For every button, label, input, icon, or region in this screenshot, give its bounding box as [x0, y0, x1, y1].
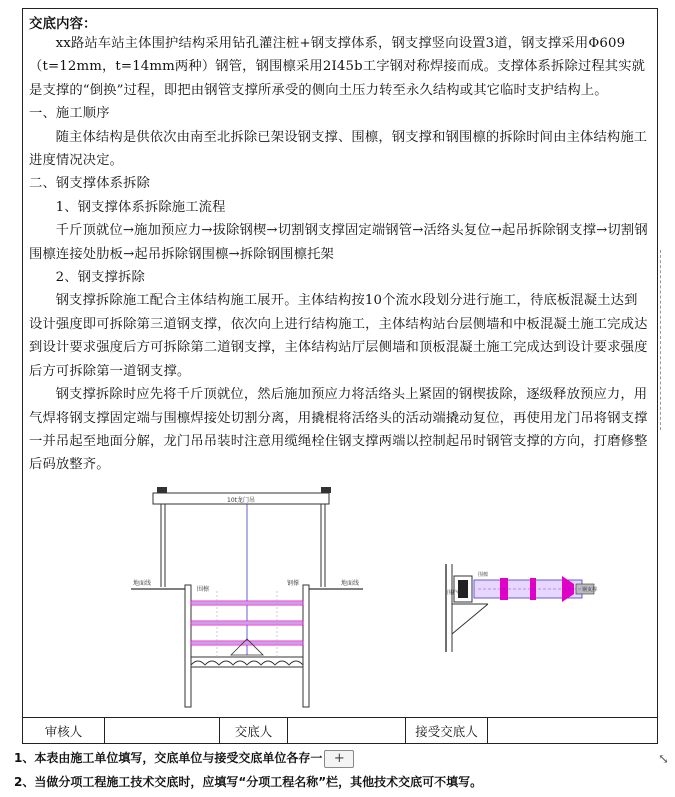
- signature-row: [23, 717, 657, 744]
- retaining-wall-left: [185, 585, 191, 707]
- wale-label: 围檩: [197, 586, 210, 593]
- section-construction-order: 一、施工顺序: [29, 106, 110, 122]
- reviewer-label: 审核人: [23, 718, 105, 744]
- ground-label-right: 地面线: [341, 580, 360, 587]
- paragraph-process-flow: 千斤顶就位→施加预应力→拔除钢楔→切割钢支撑固定端钢管→活络头复位→起吊拆除钢支撑→切割钢围檩连接处肋板→起吊拆除钢围檩→拆除钢围檩托架: [29, 223, 648, 262]
- page-margin-marker: [660, 250, 661, 430]
- pile-label: 围护桩: [447, 590, 463, 596]
- paragraph-overview: xx路站车站主体围护结构采用钻孔灌注桩+钢支撑体系，钢支撑竖向设置3道，钢支撑采用Φ609（t=12mm，t=14mm两种）钢管，钢围檩采用2I45b工字钢对称焊接而成。支撑体系拆除过程其实就是支撑的“倒换”过程，即把由钢管支撑所承受的侧向土压力转至永久结构或其它临时支护结构上。: [29, 36, 646, 98]
- discloser-field[interactable]: [288, 718, 406, 744]
- form-notes: [14, 746, 482, 794]
- paragraph-removal-method: 钢支撑拆除时应先将千斤顶就位，然后施加预应力将活络头上紧固的钢楔拔除，逐级释放预应力，用气焊将钢支撑固定端与围檩焊接处切割分离，用撬棍将活络头的活动端撬动复位，再使用龙门吊将钢支撑一并吊起至地面分解，龙门吊吊装时注意用缆绳栓住钢支撑两端以控制起吊时钢管支撑的方向，打磨修整后码放整齐。: [29, 387, 648, 473]
- disclosure-content: [23, 9, 657, 717]
- note-1: [14, 746, 482, 770]
- crane-label: 10t龙门吊: [227, 497, 255, 504]
- discloser-label: 交底人: [220, 718, 288, 744]
- strut-connection-detail: [418, 554, 608, 654]
- resize-icon[interactable]: ⤡: [658, 752, 669, 767]
- receiver-field[interactable]: [488, 718, 657, 744]
- note-2: 2、当做分项工程施工技术交底时，应填写“分项工程名称”栏，其他技术交底可不填写。: [14, 775, 483, 789]
- content-heading: 交底内容：: [29, 16, 97, 32]
- disclosure-form: [22, 8, 658, 744]
- paragraph-removal-sequence: 钢支撑拆除施工配合主体结构施工展开。主体结构按10个流水段划分进行施工，待底板混凝土达到设计强度即可拆除第三道钢支撑，依次向上进行结构施工，主体结构站台层侧墙和中板混凝土施工完成达到设计要求强度后方可拆除第二道钢支撑，主体结构站厅层侧墙和顶板混凝土施工完成达到设计要求强度后方可拆除第一道钢支撑。: [29, 293, 648, 379]
- bottom-slab: [191, 657, 303, 667]
- retaining-wall-right: [303, 585, 309, 707]
- subsection-process: 1、钢支撑体系拆除施工流程: [55, 199, 226, 215]
- pipe-label: 钢支撑: [582, 587, 598, 593]
- ground-label-left: 地面线: [133, 580, 152, 587]
- note-1-text: 1、本表由施工单位填写，交底单位与接受交底单位各存一: [14, 751, 323, 765]
- wale-detail-label: 围檩: [478, 572, 489, 578]
- reviewer-field[interactable]: [105, 718, 220, 744]
- strut-label: 钢撑: [287, 580, 300, 587]
- receiver-label: 接受交底人: [406, 718, 488, 744]
- paragraph-order: 随主体结构是供依次由南至北拆除已架设钢支撑、围檩，钢支撑和钢围檩的拆除时间由主体结构施工进度情况决定。: [29, 129, 648, 169]
- expand-button[interactable]: +: [324, 750, 354, 768]
- section-support-removal: 二、钢支撑体系拆除: [29, 176, 151, 192]
- body-text: [29, 32, 651, 477]
- excavation-section-diagram: [101, 487, 371, 709]
- subsection-removal: 2、钢支撑拆除: [55, 270, 145, 286]
